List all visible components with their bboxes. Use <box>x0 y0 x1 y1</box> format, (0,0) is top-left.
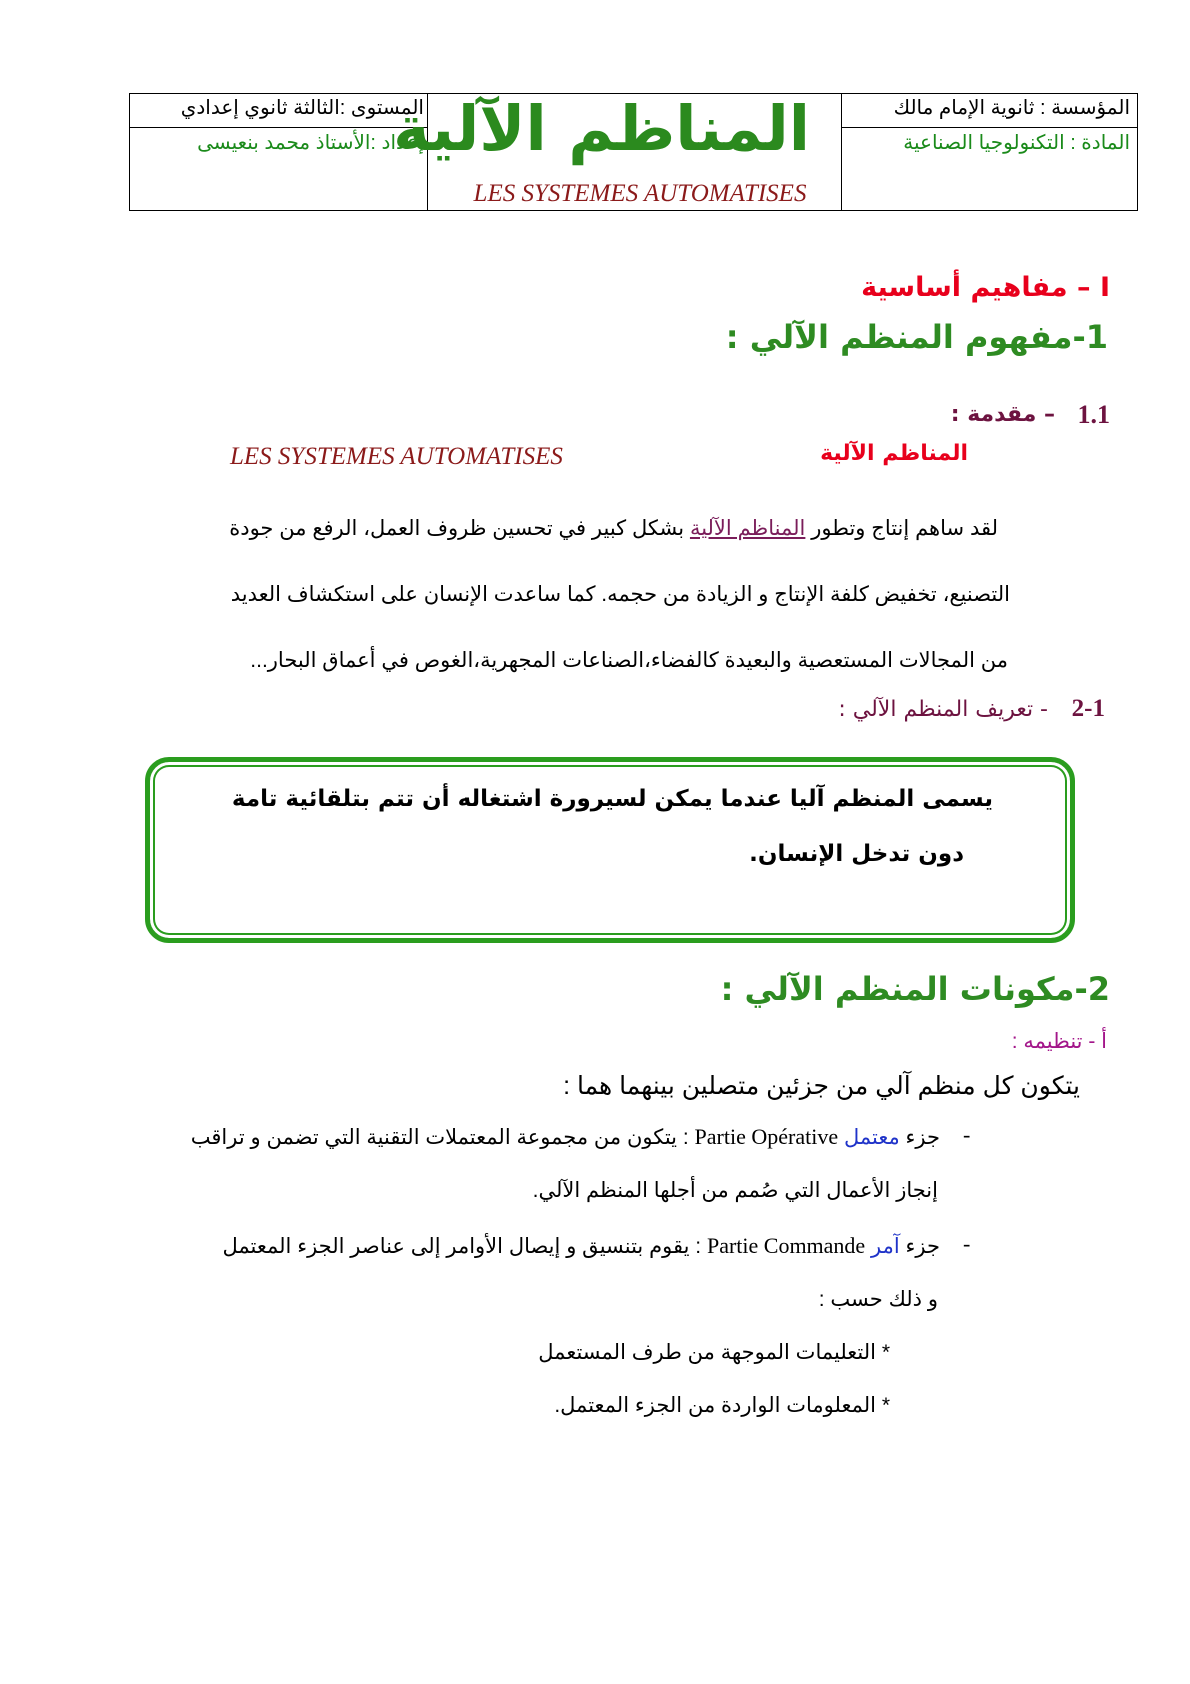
list-bullet-dash: - <box>963 1122 971 1147</box>
page-title-french: LES SYSTEMES AUTOMATISES <box>473 180 807 207</box>
definition-line-2: دون تدخل الإنسان. <box>749 841 964 867</box>
list-item-operative-line-2: إنجاز الأعمال التي صُمم من أجلها المنظم الآلي. <box>532 1179 938 1202</box>
subsection-label-organization: أ - تنظيمه : <box>1011 1030 1107 1053</box>
list-item-command: جزء آمر Partie Commande : يقوم بتنسيق و إيصال الأوامر إلى عناصر الجزء المعتمل <box>222 1233 940 1258</box>
subsection-number-1-1: 1.1 <box>1077 400 1110 429</box>
subject-label: المادة : التكنولوجيا الصناعية <box>903 132 1130 154</box>
intro-paragraph-line-3: من المجالات المستعصية والبعيدة كالفضاء،الصناعات المجهرية،الغوص في أعماق البحار... <box>250 649 1008 672</box>
subsection-label-intro: – مقدمة : <box>950 402 1055 427</box>
components-intro: يتكون كل منظم آلي من جزئين متصلين بينهما هما : <box>563 1072 1080 1100</box>
term-french: LES SYSTEMES AUTOMATISES <box>230 443 563 470</box>
term-link[interactable]: المناظم الآلية <box>689 517 806 540</box>
section-heading-basics: I – مفاهيم أساسية <box>861 272 1110 303</box>
intro-paragraph-line-1: لقد ساهم إنتاج وتطور المناظم الآلية بشكل كبير في تحسين ظروف العمل، الرفع من جودة <box>229 517 998 540</box>
section-heading-components: 2-مكونات المنظم الآلي : <box>720 970 1110 1008</box>
list-item-operative: جزء معتمل Partie Opérative : يتكون من مجموعة المعتملات التقنية التي تضمن و تراقب <box>190 1124 940 1149</box>
list-bullet-dash: - <box>963 1231 971 1256</box>
institution-label: المؤسسة : ثانوية الإمام مالك <box>893 97 1130 119</box>
definition-line-1: يسمى المنظم آليا عندما يمكن لسيرورة اشتغاله أن تتم بتلقائية تامة <box>231 786 993 812</box>
term-arabic: المناظم الآلية <box>820 441 968 466</box>
author-label: إعداد :الأستاذ محمد بنعيسى <box>197 132 424 154</box>
subsection-label-definition: - تعريف المنظم الآلي : <box>838 697 1048 722</box>
subsection-heading-concept: 1-مفهوم المنظم الآلي : <box>725 318 1108 356</box>
intro-paragraph-line-2: التصنيع، تخفيض كلفة الإنتاج و الزيادة من حجمه. كما ساعدت الإنسان على استكشاف العديد <box>230 583 1010 606</box>
level-label: المستوى :الثالثة ثانوي إعدادي <box>180 97 424 119</box>
header-row-divider-left <box>130 127 427 128</box>
subsection-number-2-1: 2-1 <box>1071 695 1105 722</box>
page-title: المناظم الآلية <box>393 92 810 165</box>
list-item-command-line-2: و ذلك حسب : <box>818 1288 938 1311</box>
header-row-divider-right <box>841 127 1137 128</box>
bullet-user-instructions: * التعليمات الموجهة من طرف المستعمل <box>538 1341 890 1364</box>
bullet-operative-information: * المعلومات الواردة من الجزء المعتمل. <box>554 1394 890 1417</box>
